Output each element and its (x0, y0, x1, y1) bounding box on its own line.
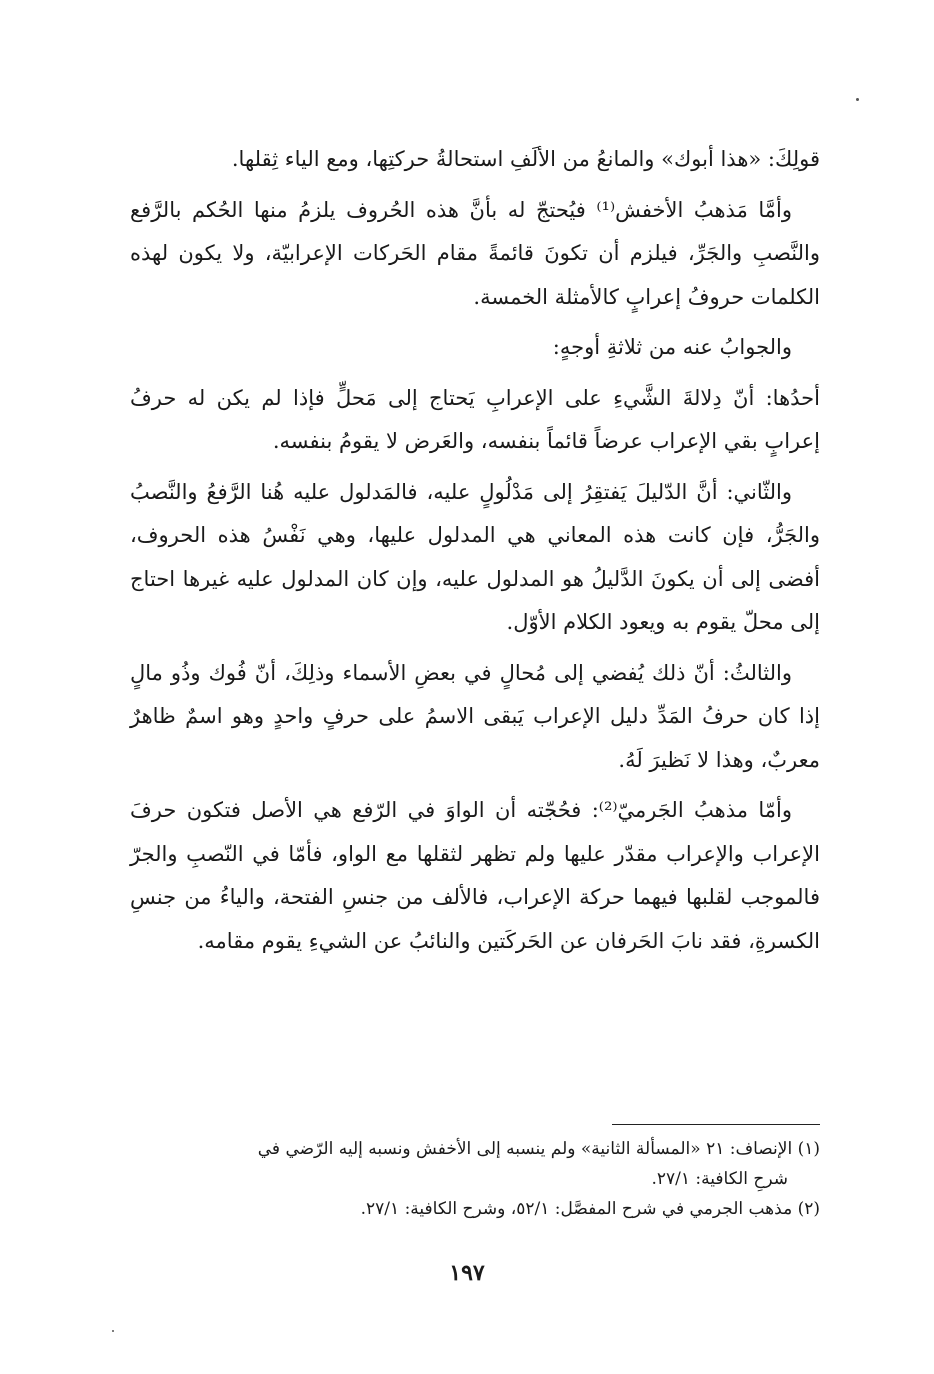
scan-speck (856, 98, 859, 101)
footnote-divider (612, 1124, 820, 1125)
footnote-1: (١) الإنصاف: ٢١ «المسألة الثانية» ولم ينسبه إلى الأخفش ونسبه إليه الرّضي في (257, 1139, 820, 1159)
paragraph-5: والثّاني: أنَّ الدّليلَ يَفتقِرُ إلى مَدْلُولٍ عليه، فالمَدلول عليه هُنا الرَّفعُ والنَّصبُ والجَرُّ، فإن كانت هذه المعاني هي المدلول عليها، وهي نَفْسُ هذه الحروف، أفضى إلى أن يكونَ الدَّليلُ هو المدلول عليه، وإن كان المدلول عليه غيرها احتاج إلى محلّ يقوم به ويعود الكلام الأوّل. (130, 479, 820, 634)
footnotes (130, 1134, 820, 1224)
paragraph-1: قولِكَ: «هذا أبوك» والمانعُ من الألَفِ استحالةُ حركتِها، ومع الياء ثِقلها. (231, 147, 820, 171)
page-number: ١٩٧ (449, 1260, 485, 1286)
paragraph-4: أحدُها: أنّ دِلالةَ الشَّيءِ على الإعرابِ يَحتاج إلى مَحلٍّ فإذا لم يكن له حرفُ إعرابٍ بقي الإعراب عرضاً قائماً بنفسه، والعَرض لا يقومُ بنفسه. (130, 385, 820, 453)
paragraph-6: والثالثُ: أنّ ذلك يُفضي إلى مُحالٍ في بعضِ الأسماء وذلِكَ، أنّ فُوك وذُو مالٍ إذا كان حرفُ المَدِّ دليل الإعراب يَبقى الاسمُ على حرفٍ واحدٍ وهو اسمٌ ظاهرٌ معربٌ، وهذا لا نَظيرَ لَهُ. (130, 660, 820, 772)
paragraph-2: وأمَّا مَذهبُ الأخفش⁽¹⁾ فيُحتجّ له بأنَّ هذه الحُروف يلزمُ منها الحُكم بالرَّفع والنَّصبِ والجَرِّ، فيلزم أن تكونَ قائمةً مقام الحَركات الإعرابيّة، ولا يكون لهذه الكلمات حروفُ إعرابٍ كالأمثلة الخمسة. (130, 197, 820, 309)
footnote-1-continuation: شرحِ الكافية: ٢٧/١. (651, 1169, 788, 1189)
scan-speck (112, 1330, 114, 1332)
paragraph-3: والجوابُ عنه من ثلاثةِ أوجهٍ: (552, 335, 792, 359)
main-text (130, 138, 820, 970)
footnote-2: (٢) مذهب الجرمي في شرح المفصَّل: ٥٢/١، وشرح الكافية: ٢٧/١. (360, 1199, 820, 1219)
paragraph-7: وأمّا مذهبُ الجَرميّ⁽²⁾: فحُجّته أن الواوَ في الرّفع هي الأصل فتكون حرفَ الإعراب والإعراب مقدّر عليها ولم تظهر لثقلها مع الواو، فأمّا في النّصبِ والجرّ فالموجب لقلبها فيهما حركة الإعراب، فالألف من جنسِ الفتحة، والياءُ من جنسِ الكسرةِ، فقد نابَ الحَرفان عن الحَركَتين والنائبُ عن الشيءِ يقوم مقامه. (130, 798, 820, 953)
